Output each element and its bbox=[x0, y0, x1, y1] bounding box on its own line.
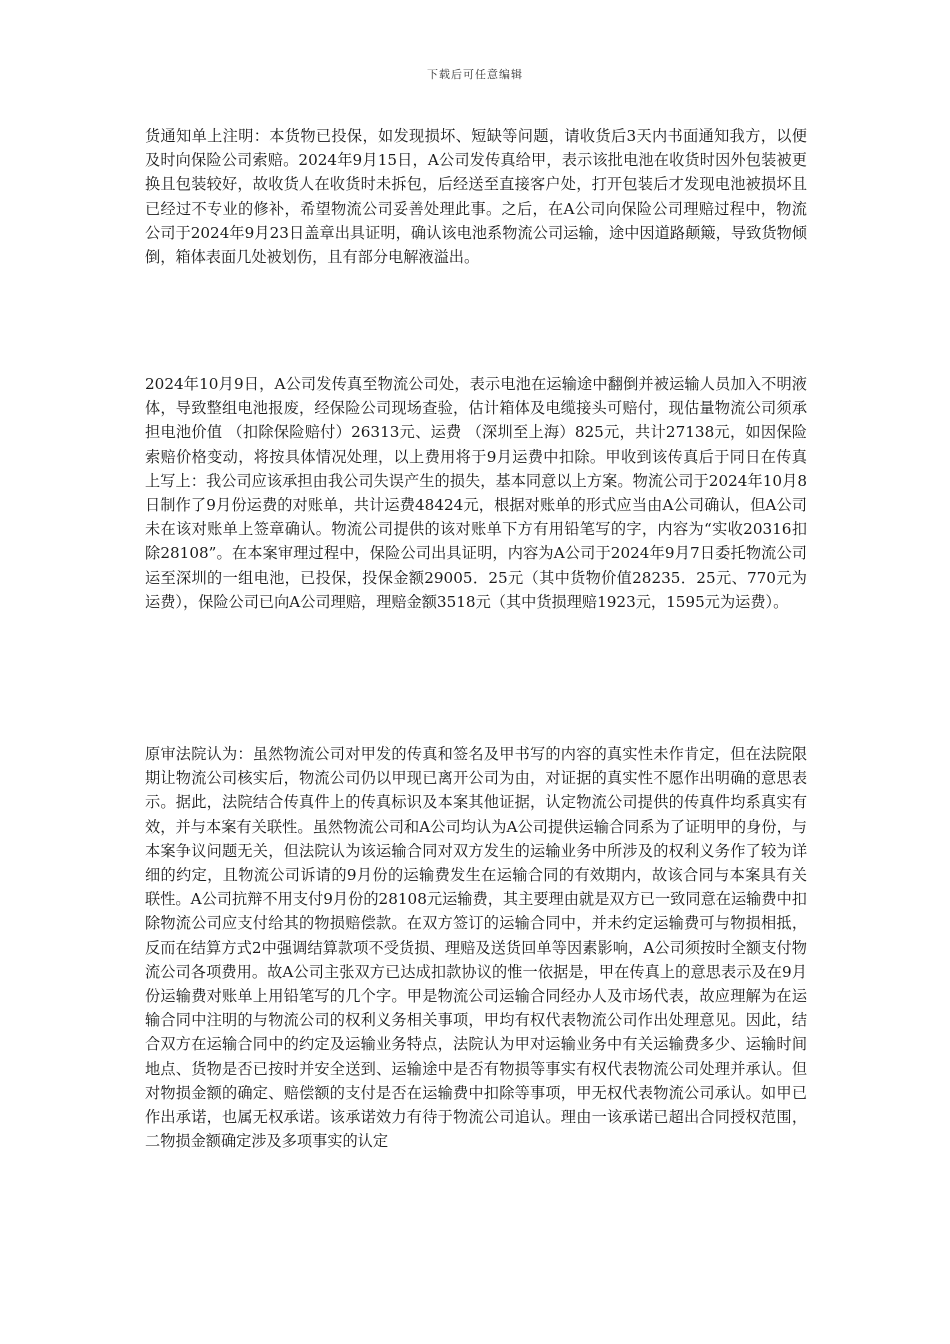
paragraph-text: 货通知单上注明：本货物已投保，如发现损坏、短缺等问题，请收货后3天内书面通知我方，以便及时向保险公司索赔。2024年9月15日，A公司发传真给甲，表示该批电池在收货时因外包装被更换且包装较好，故收货人在收货时未拆包，后经送至直接客户处，打开包装后才发现电池被损坏且已经过不专业的修补，希望物流公司妥善处理此事。之后，在A公司向保险公司理赔过程中，物流公司于2024年9月23日盖章出具证明，确认该电池系物流公司运输，途中因道路颠簸，导致货物倾倒，箱体表面几处被划伤，且有部分电解液溢出。 bbox=[145, 127, 807, 267]
paragraph-text: 原审法院认为：虽然物流公司对甲发的传真和签名及甲书写的内容的真实性未作肯定，但在法院限期让物流公司核实后，物流公司仍以甲现已离开公司为由，对证据的真实性不愿作出明确的意思表示。据此，法院结合传真件上的传真标识及本案其他证据，认定物流公司提供的传真件均系真实有效，并与本案有关联性。虽然物流公司和A公司均认为A公司提供运输合同系为了证明甲的身份，与本案争议问题无关，但法院认为该运输合同对双方发生的运输业务中所涉及的权利义务作了较为详细的约定，且物流公司诉请的9月份的运输费发生在运输合同的有效期内，故该合同与本案具有关联性。A公司抗辩不用支付9月份的28108元运输费，其主要理由就是双方已一致同意在运输费中扣除物流公司应支付给其的物损赔偿款。在双方签订的运输合同中，并未约定运输费可与物损相抵，反而在结算方式2中强调结算款项不受货损、理赔及送货回单等因素影响，A公司须按时全额支付物流公司各项费用。故A公司主张双方已达成扣款协议的惟一依据是，甲在传真上的意思表示及在9月份运输费对账单上用铅笔写的几个字。甲是物流公司运输合同经办人及市场代表，故应理解为在运输合同中注明的与物流公司的权利义务相关事项，甲均有权代表物流公司作出处理意见。因此，结合双方在运输合同中的约定及运输业务特点，法院认为甲对运输业务中有关运输费多少、运输时间地点、货物是否已按时并安全送到、运输途中是否有物损等事实有权代表物流公司处理并承认。但对物损金额的确定、赔偿额的支付是否在运输费中扣除等事项，甲无权代表物流公司承认。如甲已作出承诺，也属无权承诺。该承诺效力有待于物流公司追认。理由一该承诺已超出合同授权范围，二物损金额确定涉及多项事实的认定 bbox=[145, 745, 807, 1151]
page-header: 下载后可任意编辑 bbox=[427, 68, 523, 81]
paragraph-text: 2024年10月9日，A公司发传真至物流公司处，表示电池在运输途中翻倒并被运输人员加入不明液体，导致整组电池报废，经保险公司现场查验，估计箱体及电缆接头可赔付，现估量物流公司须承担电池价值 （扣除保险赔付）26313元、运费 （深圳至上海）825元，共计27138元，如因保险索赔价格变动，将按具体情况处理，以上费用将于9月运费中扣除。甲收到该传真后于同日在传真上写上：我公司应该承担由我公司失误产生的损失，基本同意以上方案。物流公司于2024年10月8日制作了9月份运费的对账单，共计运费48424元，根据对账单的形式应当由A公司确认，但A公司未在该对账单上签章确认。物流公司提供的该对账单下方有用铅笔写的字，内容为“实收20316扣除28108”。在本案审理过程中，保险公司出具证明，内容为A公司于2024年9月7日委托物流公司运至深圳的一组电池，已投保，投保金额29005．25元（其中货物价值28235．25元、770元为运费），保险公司已向A公司理赔，理赔金额3518元（其中货损理赔1923元，1595元为运费）。 bbox=[145, 375, 807, 611]
body-paragraph-2 bbox=[145, 372, 807, 614]
body-paragraph-1 bbox=[145, 124, 807, 269]
body-paragraph-3 bbox=[145, 742, 807, 1153]
